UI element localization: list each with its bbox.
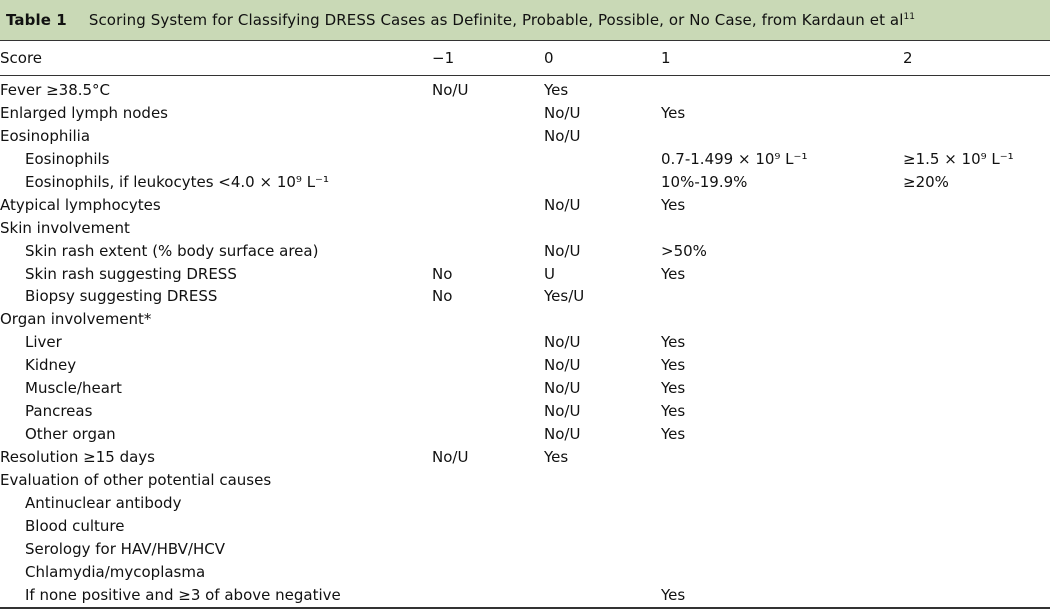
table-row xyxy=(0,516,1050,539)
row-label: Fever ≥38.5°C xyxy=(0,81,111,99)
table-row xyxy=(0,172,1050,195)
table-row xyxy=(0,218,1050,241)
table-row xyxy=(0,562,1050,585)
cell-zero: No/U xyxy=(544,195,581,214)
cell-minus-one: No/U xyxy=(432,448,469,466)
cell-one: 0.7-1.499 × 10⁹ L⁻¹ xyxy=(661,149,808,168)
cell-one: Yes xyxy=(661,103,686,122)
table-row xyxy=(0,264,1050,287)
table-row xyxy=(0,80,1050,103)
row-label: Muscle/heart xyxy=(25,379,122,398)
row-label: Eosinophils xyxy=(25,149,110,168)
cell-zero: Yes/U xyxy=(544,287,585,306)
cell-zero: U xyxy=(544,264,555,283)
reference-superscript: 11 xyxy=(903,12,916,22)
cell-one: Yes xyxy=(661,425,686,444)
row-label: Skin involvement xyxy=(0,218,130,237)
row-label: Skin rash extent (% body surface area) xyxy=(25,241,319,260)
cell-two: ≥20% xyxy=(903,172,949,191)
table-header xyxy=(0,40,1050,76)
table-row xyxy=(0,195,1050,218)
table-row xyxy=(0,309,1050,332)
table-label: Table 1 xyxy=(6,11,67,29)
table-body xyxy=(0,80,1050,608)
cell-one: Yes xyxy=(661,585,686,604)
row-label: Other organ xyxy=(25,425,116,444)
table-row xyxy=(0,355,1050,378)
table-title xyxy=(89,11,915,29)
cell-zero: No/U xyxy=(544,356,581,375)
table-title-text: Scoring System for Classifying DRESS Cases as Definite, Probable, Possible, or No Case, from Kardaun et al xyxy=(88,11,904,29)
row-label: Evaluation of other potential causes xyxy=(0,470,272,489)
header-two: 2 xyxy=(903,49,913,67)
table-row xyxy=(0,470,1050,493)
cell-zero: No/U xyxy=(544,402,581,421)
row-label: Eosinophils, if leukocytes <4.0 × 10⁹ L⁻¹ xyxy=(25,172,329,191)
row-label: Liver xyxy=(25,333,62,352)
table-row xyxy=(0,539,1050,562)
table-caption xyxy=(0,0,1050,40)
table-row xyxy=(0,149,1050,172)
row-label: Antinuclear antibody xyxy=(25,493,182,512)
table-row xyxy=(0,332,1050,355)
cell-one: Yes xyxy=(661,333,686,352)
row-label: Chlamydia/mycoplasma xyxy=(25,562,206,581)
cell-minus-one: No xyxy=(432,264,453,283)
cell-one: >50% xyxy=(661,241,707,260)
row-label: Resolution ≥15 days xyxy=(0,448,155,466)
cell-two: ≥1.5 × 10⁹ L⁻¹ xyxy=(903,149,1014,168)
row-label: Kidney xyxy=(25,356,77,375)
cell-zero: No/U xyxy=(544,103,581,122)
cell-minus-one: No xyxy=(432,287,453,306)
header-score: Score xyxy=(0,49,43,67)
cell-zero: No/U xyxy=(544,126,581,145)
cell-one: Yes xyxy=(661,402,686,421)
row-label: Eosinophilia xyxy=(0,126,91,145)
header-zero: 0 xyxy=(544,49,554,67)
row-label: Atypical lymphocytes xyxy=(0,195,161,214)
table-row xyxy=(0,447,1050,470)
row-label: If none positive and ≥3 of above negative xyxy=(25,585,341,604)
cell-one: Yes xyxy=(661,356,686,375)
cell-zero: No/U xyxy=(544,241,581,260)
table-row xyxy=(0,424,1050,447)
cell-zero: Yes xyxy=(544,448,569,466)
table-bottom-rule xyxy=(0,607,1050,609)
table-row xyxy=(0,585,1050,608)
header-minus-one: −1 xyxy=(432,49,455,67)
row-label: Organ involvement* xyxy=(0,310,152,329)
header-one: 1 xyxy=(661,49,671,67)
row-label: Serology for HAV/HBV/HCV xyxy=(25,539,226,558)
table-row xyxy=(0,493,1050,516)
row-label: Pancreas xyxy=(25,402,93,421)
cell-one: 10%-19.9% xyxy=(661,172,748,191)
cell-zero: No/U xyxy=(544,425,581,444)
table-row xyxy=(0,401,1050,424)
row-label: Skin rash suggesting DRESS xyxy=(25,264,237,283)
cell-minus-one: No/U xyxy=(432,81,469,99)
cell-one: Yes xyxy=(661,264,686,283)
cell-zero: No/U xyxy=(544,333,581,352)
table-row xyxy=(0,241,1050,264)
table-row xyxy=(0,103,1050,126)
row-label: Biopsy suggesting DRESS xyxy=(25,287,218,306)
table-row xyxy=(0,286,1050,309)
table-row xyxy=(0,378,1050,401)
row-label: Enlarged lymph nodes xyxy=(0,103,168,122)
cell-zero: No/U xyxy=(544,379,581,398)
cell-zero: Yes xyxy=(544,81,569,99)
row-label: Blood culture xyxy=(25,516,125,535)
table-row xyxy=(0,126,1050,149)
cell-one: Yes xyxy=(661,379,686,398)
cell-one: Yes xyxy=(661,195,686,214)
